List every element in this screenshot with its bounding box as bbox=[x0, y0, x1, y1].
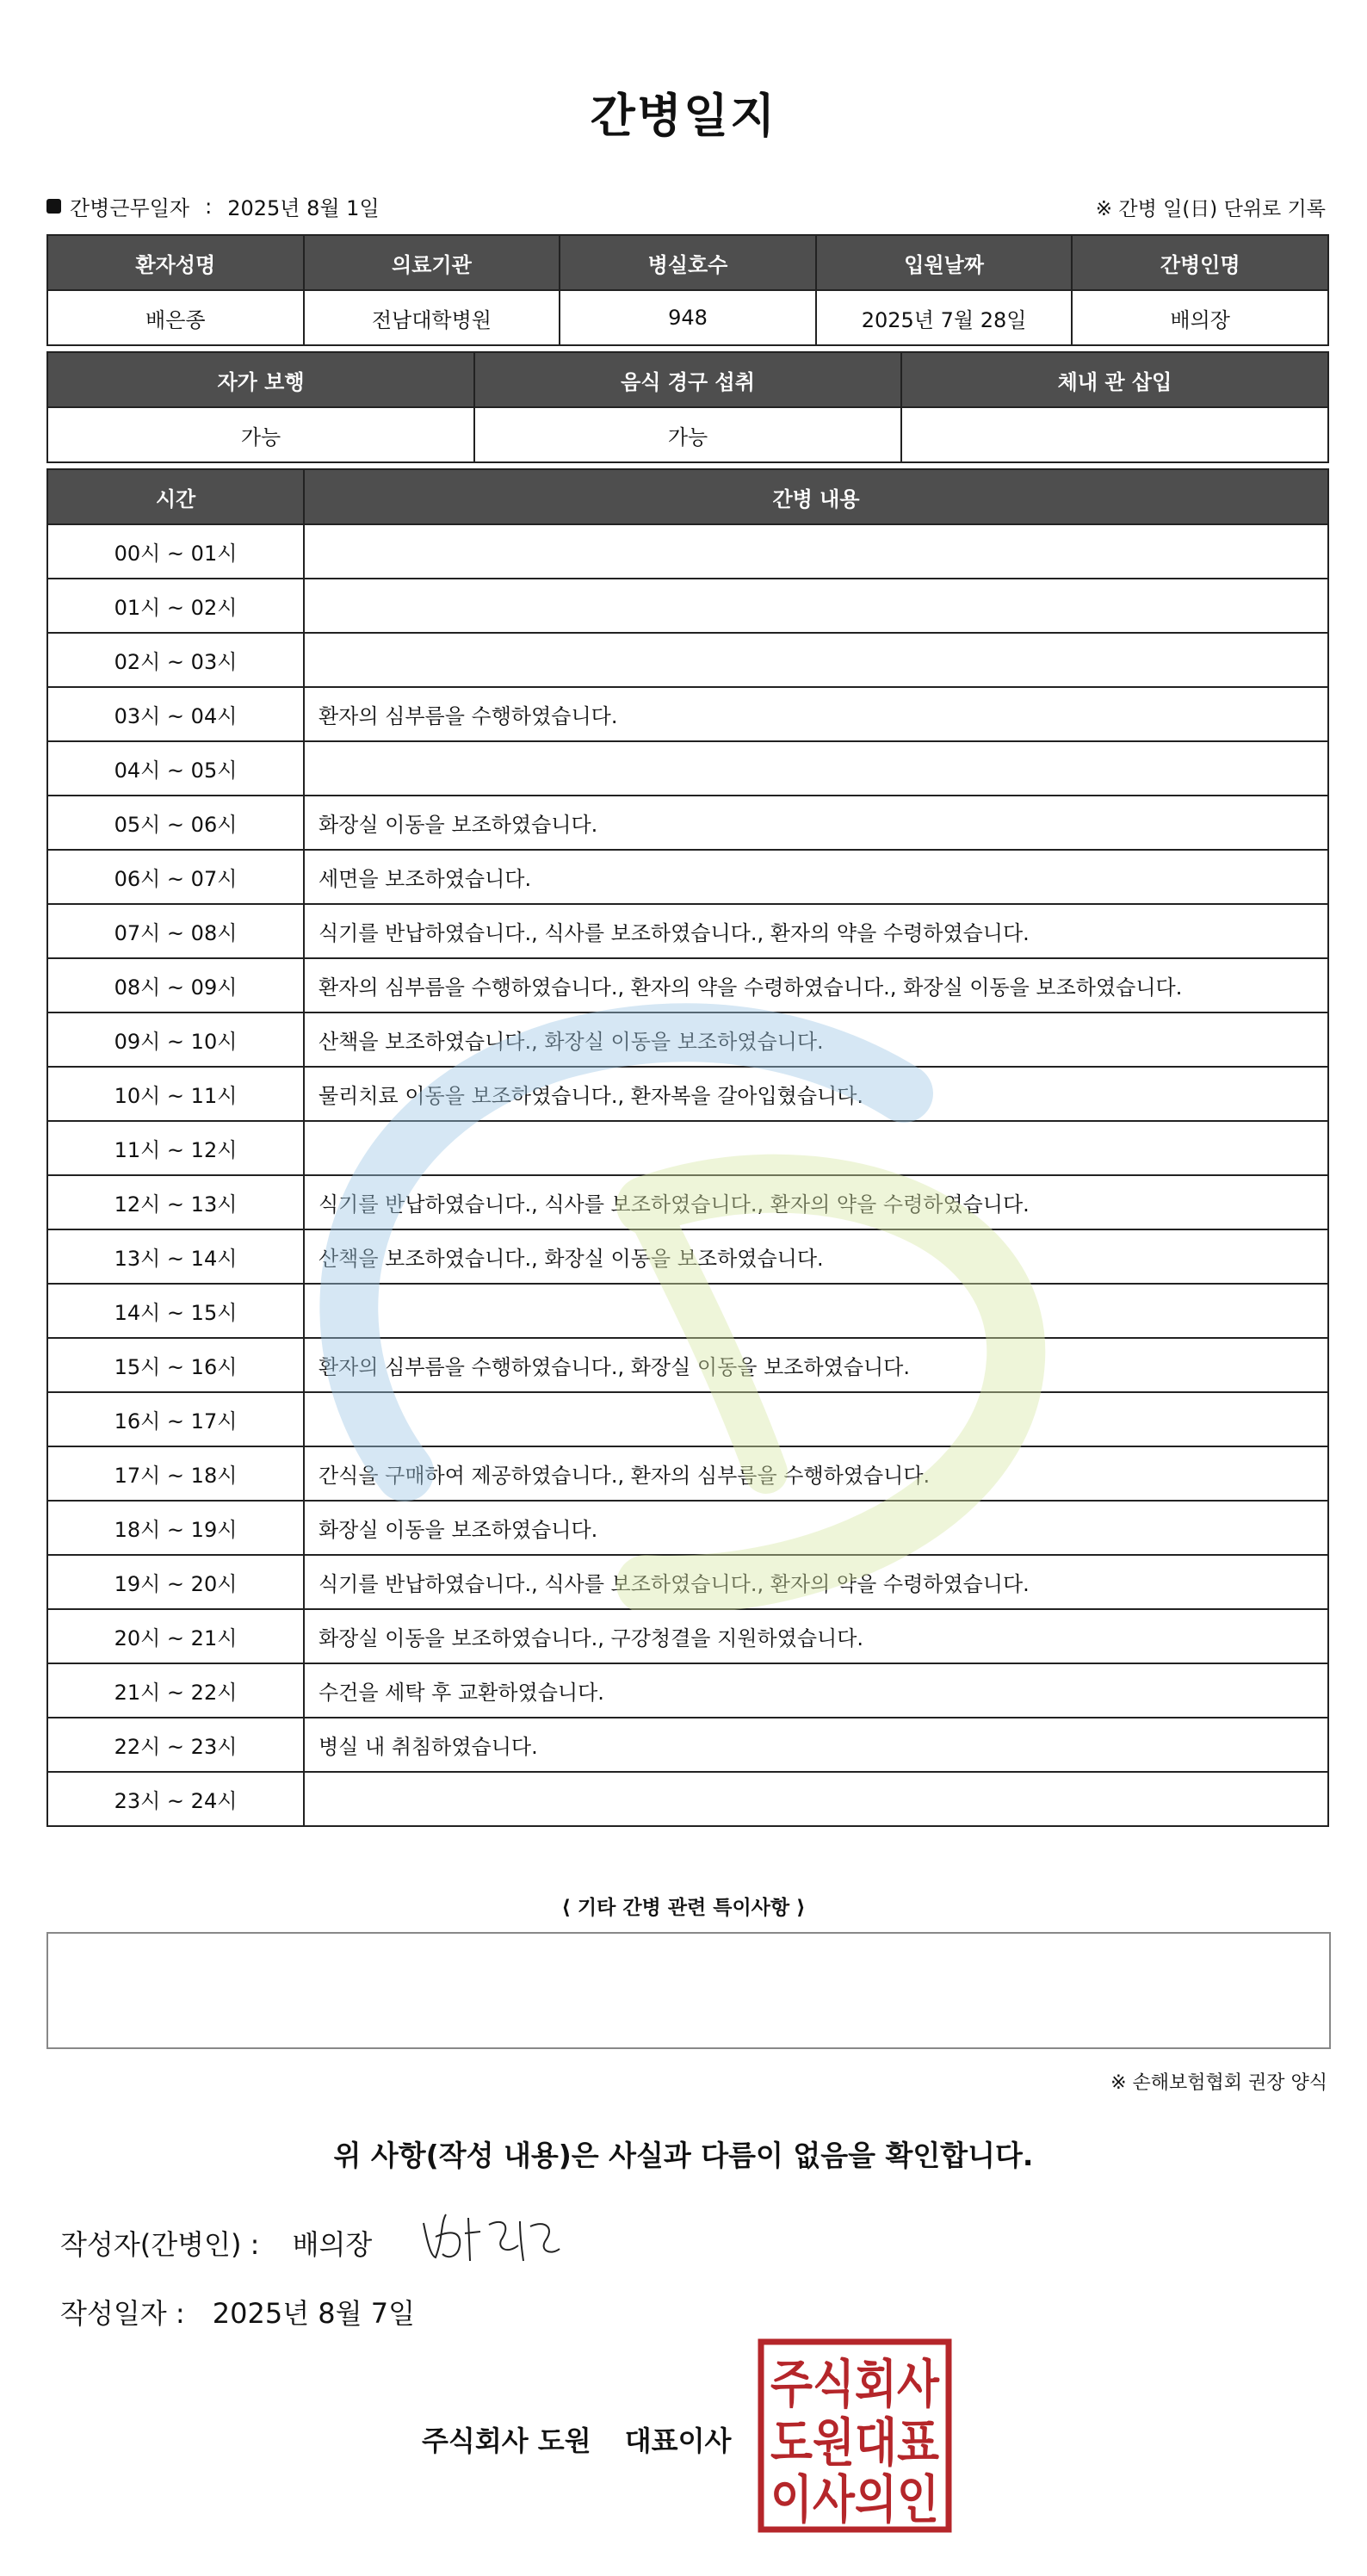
confirmation-statement: 위 사항(작성 내용)은 사실과 다름이 없음을 확인합니다. bbox=[333, 2139, 1034, 2172]
content-cell: 물리치료 이동을 보조하였습니다., 환자복을 갈아입혔습니다. bbox=[304, 1067, 1328, 1121]
time-cell: 01시 ~ 02시 bbox=[47, 579, 304, 633]
content-cell: 환자의 심부름을 수행하였습니다. bbox=[304, 687, 1328, 741]
time-cell: 17시 ~ 18시 bbox=[47, 1446, 304, 1501]
table-row bbox=[47, 850, 1328, 904]
time-cell: 19시 ~ 20시 bbox=[47, 1555, 304, 1609]
recommend-note: ※ 손해보험협회 권장 양식 bbox=[1110, 2072, 1327, 2094]
content-cell: 간식을 구매하여 제공하였습니다., 환자의 심부름을 수행하였습니다. bbox=[304, 1446, 1328, 1501]
time-cell: 23시 ~ 24시 bbox=[47, 1772, 304, 1826]
write-date-label: 작성일자 : bbox=[60, 2297, 185, 2330]
table-header-cell: 환자성명 bbox=[47, 235, 304, 290]
table-header-row bbox=[47, 469, 1328, 524]
work-date-value: 2025년 8월 1일 bbox=[227, 196, 380, 220]
content-cell bbox=[304, 1772, 1328, 1826]
table-row bbox=[47, 958, 1328, 1012]
time-cell: 10시 ~ 11시 bbox=[47, 1067, 304, 1121]
author-label: 작성자(간병인) : bbox=[60, 2228, 260, 2261]
write-date-line bbox=[60, 2292, 415, 2331]
time-column-header: 시간 bbox=[47, 469, 304, 524]
time-cell: 12시 ~ 13시 bbox=[47, 1175, 304, 1229]
company-line bbox=[422, 2419, 731, 2459]
table-row bbox=[47, 1338, 1328, 1392]
table-row bbox=[47, 1555, 1328, 1609]
table-header-cell: 음식 경구 섭취 bbox=[474, 352, 901, 407]
notes-heading: ⟨ 기타 간병 관련 특이사항 ⟩ bbox=[561, 1897, 806, 1919]
author-line bbox=[60, 2223, 372, 2263]
table-row bbox=[47, 1067, 1328, 1121]
table-row bbox=[47, 1663, 1328, 1718]
patient-info-table bbox=[46, 234, 1329, 346]
table-header-row bbox=[47, 352, 1328, 407]
seal-text: 주식회사 bbox=[770, 2355, 940, 2415]
write-date-value: 2025년 8월 7일 bbox=[212, 2297, 416, 2330]
table-header-cell: 의료기관 bbox=[304, 235, 560, 290]
room-number: 948 bbox=[560, 290, 816, 345]
document-title: 간병일지 bbox=[590, 89, 777, 143]
content-cell: 환자의 심부름을 수행하였습니다., 환자의 약을 수령하였습니다., 화장실 이동을 보조하였습니다. bbox=[304, 958, 1328, 1012]
table-row bbox=[47, 1175, 1328, 1229]
time-cell: 08시 ~ 09시 bbox=[47, 958, 304, 1012]
work-date bbox=[46, 191, 380, 221]
notes-box bbox=[46, 1932, 1331, 2049]
table-row bbox=[47, 1121, 1328, 1175]
time-cell: 04시 ~ 05시 bbox=[47, 741, 304, 796]
table-row bbox=[47, 407, 1328, 462]
table-row bbox=[47, 1392, 1328, 1446]
time-cell: 14시 ~ 15시 bbox=[47, 1284, 304, 1338]
content-cell: 식기를 반납하였습니다., 식사를 보조하였습니다., 환자의 약을 수령하였습니다. bbox=[304, 1555, 1328, 1609]
patient-name: 배은종 bbox=[47, 290, 304, 345]
patient-status-table bbox=[46, 351, 1329, 463]
time-cell: 05시 ~ 06시 bbox=[47, 796, 304, 850]
time-cell: 00시 ~ 01시 bbox=[47, 524, 304, 579]
content-cell: 화장실 이동을 보조하였습니다. bbox=[304, 796, 1328, 850]
content-cell bbox=[304, 579, 1328, 633]
work-date-label: 간병근무일자 bbox=[70, 196, 190, 220]
square-bullet-icon bbox=[46, 199, 61, 214]
table-header-row bbox=[47, 235, 1328, 290]
table-row bbox=[47, 524, 1328, 579]
work-date-separator: : bbox=[205, 194, 213, 219]
table-row bbox=[47, 1772, 1328, 1826]
table-row bbox=[47, 1284, 1328, 1338]
content-cell: 환자의 심부름을 수행하였습니다., 화장실 이동을 보조하였습니다. bbox=[304, 1338, 1328, 1392]
oral-intake-value: 가능 bbox=[474, 407, 901, 462]
content-cell bbox=[304, 1284, 1328, 1338]
table-row bbox=[47, 579, 1328, 633]
table-row bbox=[47, 1718, 1328, 1772]
content-cell: 산책을 보조하였습니다., 화장실 이동을 보조하였습니다. bbox=[304, 1012, 1328, 1067]
content-cell: 수건을 세탁 후 교환하였습니다. bbox=[304, 1663, 1328, 1718]
time-cell: 13시 ~ 14시 bbox=[47, 1229, 304, 1284]
self-walking-value: 가능 bbox=[47, 407, 474, 462]
time-cell: 22시 ~ 23시 bbox=[47, 1718, 304, 1772]
seal-text: 도원대표 bbox=[770, 2413, 940, 2474]
seal-text: 이사의인 bbox=[770, 2470, 939, 2530]
table-row bbox=[47, 1012, 1328, 1067]
content-cell bbox=[304, 1392, 1328, 1446]
table-row bbox=[47, 1501, 1328, 1555]
time-cell: 16시 ~ 17시 bbox=[47, 1392, 304, 1446]
content-cell bbox=[304, 633, 1328, 687]
content-cell bbox=[304, 524, 1328, 579]
company-title: 대표이사 bbox=[624, 2424, 732, 2457]
content-cell bbox=[304, 741, 1328, 796]
time-cell: 02시 ~ 03시 bbox=[47, 633, 304, 687]
unit-note: ※ 간병 일(日) 단위로 기록 bbox=[1095, 198, 1326, 220]
handwritten-signature bbox=[417, 2206, 563, 2266]
company-name: 주식회사 도원 bbox=[422, 2424, 591, 2457]
table-header-cell: 자가 보행 bbox=[47, 352, 474, 407]
tube-insertion-value bbox=[901, 407, 1328, 462]
table-row bbox=[47, 1229, 1328, 1284]
table-row bbox=[47, 633, 1328, 687]
time-cell: 15시 ~ 16시 bbox=[47, 1338, 304, 1392]
time-cell: 07시 ~ 08시 bbox=[47, 904, 304, 958]
time-cell: 11시 ~ 12시 bbox=[47, 1121, 304, 1175]
table-header-cell: 간병인명 bbox=[1072, 235, 1328, 290]
content-cell: 화장실 이동을 보조하였습니다., 구강청결을 지원하였습니다. bbox=[304, 1609, 1328, 1663]
table-row bbox=[47, 796, 1328, 850]
content-cell bbox=[304, 1121, 1328, 1175]
table-row bbox=[47, 741, 1328, 796]
table-row bbox=[47, 904, 1328, 958]
table-header-cell: 체내 관 삽입 bbox=[901, 352, 1328, 407]
content-cell: 식기를 반납하였습니다., 식사를 보조하였습니다., 환자의 약을 수령하였습니다. bbox=[304, 1175, 1328, 1229]
care-log-table bbox=[46, 468, 1329, 1827]
time-cell: 20시 ~ 21시 bbox=[47, 1609, 304, 1663]
content-cell: 병실 내 취침하였습니다. bbox=[304, 1718, 1328, 1772]
table-row bbox=[47, 290, 1328, 345]
company-seal bbox=[758, 2338, 952, 2533]
hospital-name: 전남대학병원 bbox=[304, 290, 560, 345]
time-cell: 18시 ~ 19시 bbox=[47, 1501, 304, 1555]
time-cell: 21시 ~ 22시 bbox=[47, 1663, 304, 1718]
content-cell: 세면을 보조하였습니다. bbox=[304, 850, 1328, 904]
time-cell: 09시 ~ 10시 bbox=[47, 1012, 304, 1067]
table-row bbox=[47, 1446, 1328, 1501]
author-name: 배의장 bbox=[292, 2228, 373, 2261]
content-cell: 식기를 반납하였습니다., 식사를 보조하였습니다., 환자의 약을 수령하였습니다. bbox=[304, 904, 1328, 958]
time-cell: 06시 ~ 07시 bbox=[47, 850, 304, 904]
table-row bbox=[47, 687, 1328, 741]
content-column-header: 간병 내용 bbox=[304, 469, 1328, 524]
time-cell: 03시 ~ 04시 bbox=[47, 687, 304, 741]
table-header-cell: 입원날짜 bbox=[816, 235, 1073, 290]
admission-date: 2025년 7월 28일 bbox=[816, 290, 1073, 345]
table-header-cell: 병실호수 bbox=[560, 235, 816, 290]
table-row bbox=[47, 1609, 1328, 1663]
content-cell: 산책을 보조하였습니다., 화장실 이동을 보조하였습니다. bbox=[304, 1229, 1328, 1284]
content-cell: 화장실 이동을 보조하였습니다. bbox=[304, 1501, 1328, 1555]
caregiver-name: 배의장 bbox=[1072, 290, 1328, 345]
